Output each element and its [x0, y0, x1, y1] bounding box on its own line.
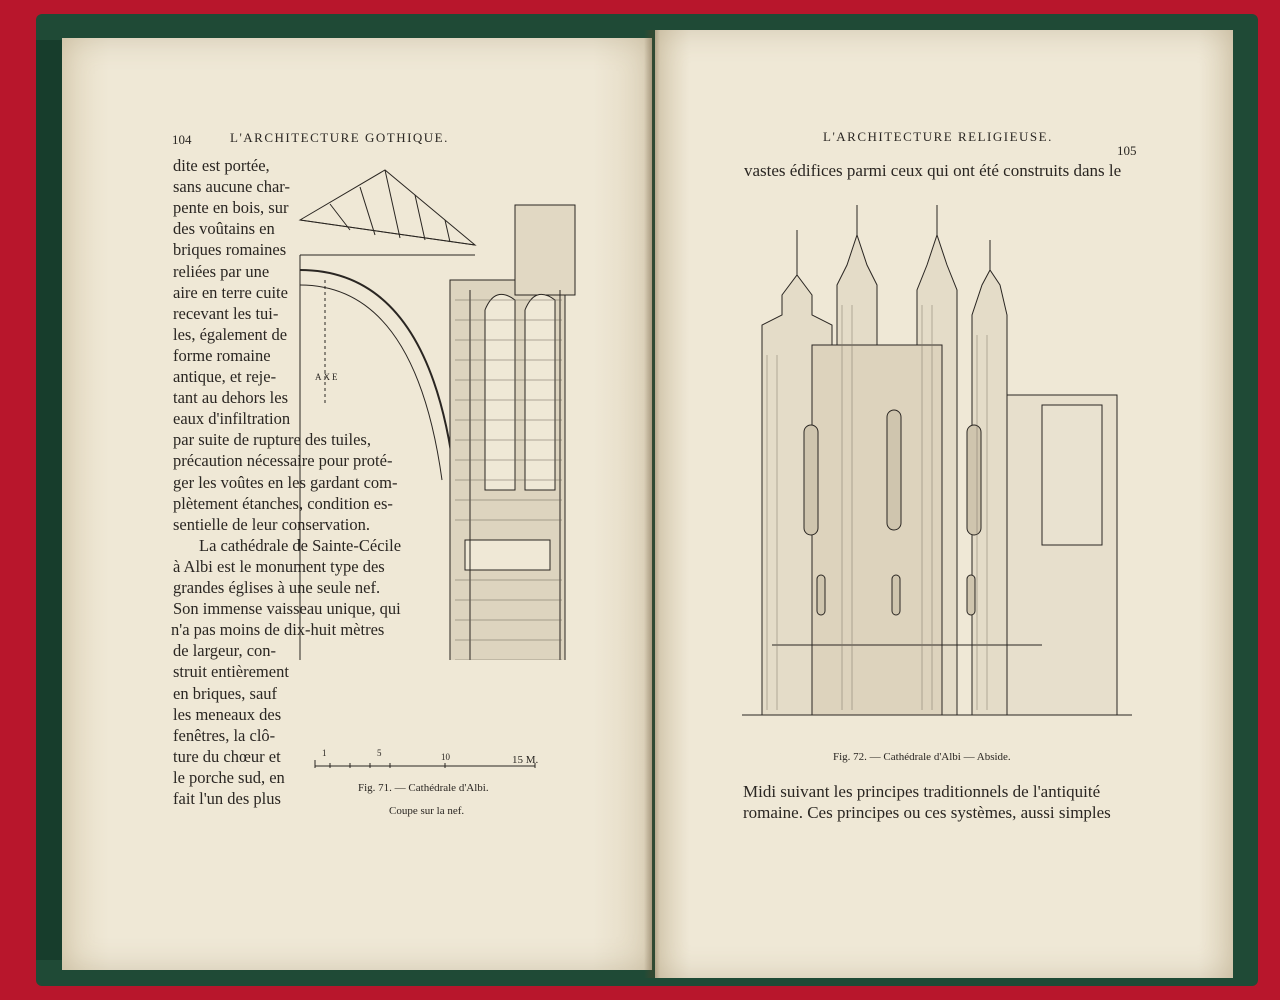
- left-text-line: pente en bois, sur: [173, 198, 289, 218]
- left-text-line: tant au dehors les: [173, 388, 289, 408]
- left-text-line: struit entièrement: [173, 662, 289, 682]
- scale-label-5: 5: [377, 748, 382, 758]
- right-page-number: 105: [1117, 143, 1137, 158]
- scale-label-15: 15 M.: [512, 754, 539, 766]
- left-page-number: 104: [172, 132, 192, 147]
- left-text-line: des voûtains en: [173, 219, 275, 239]
- left-text-line: à Albi est le monument type des: [173, 556, 385, 576]
- left-text-line: précaution nécessaire pour proté-: [173, 451, 393, 471]
- left-text-line: par suite de rupture des tuiles,: [173, 430, 371, 450]
- left-text-line: Son immense vaisseau unique, qui: [173, 599, 401, 619]
- right-running-head: L'ARCHITECTURE RELIGIEUSE.: [823, 129, 1053, 144]
- left-text-line: antique, et reje-: [173, 367, 277, 386]
- scale-label-10: 10: [441, 752, 450, 762]
- axis-label: AXE: [315, 372, 340, 382]
- left-text-line: n'a pas moins de dix-huit mètres: [171, 620, 385, 640]
- book-gutter: [644, 30, 660, 978]
- left-text-line: grandes églises à une seule nef.: [173, 578, 381, 597]
- figure-71-section-drawing: [290, 160, 590, 660]
- left-text-line: recevant les tui-: [173, 303, 279, 323]
- figure-71-caption: Fig. 71. — Cathédrale d'Albi.: [358, 782, 489, 794]
- left-text-line: sentielle de leur conservation.: [173, 514, 371, 534]
- left-text-line: forme romaine: [173, 345, 271, 365]
- left-text-line: aire en terre cuite: [173, 282, 288, 302]
- right-bottom-line-1: Midi suivant les principes traditionnels de l'antiquité: [743, 782, 1101, 801]
- left-text-line: le porche sud, en: [173, 767, 285, 787]
- left-text-line: les meneaux des: [173, 704, 282, 724]
- right-top-line: vastes édifices parmi ceux qui ont été construits dans le: [744, 161, 1122, 180]
- figure-71-subcaption: Coupe sur la nef.: [389, 805, 465, 817]
- left-running-head: L'ARCHITECTURE GOTHIQUE.: [230, 130, 449, 145]
- left-text-line: de largeur, con-: [173, 641, 277, 661]
- scale-label-1: 1: [322, 748, 327, 758]
- left-text-line: briques romaines: [173, 240, 287, 260]
- figure-72-caption: Fig. 72. — Cathédrale d'Albi — Abside.: [833, 751, 1011, 763]
- left-text-line: fenêtres, la clô-: [173, 725, 276, 745]
- left-text-line: eaux d'infiltration: [173, 409, 291, 429]
- left-text-line: dite est portée,: [173, 156, 270, 175]
- left-text-line: en briques, sauf: [173, 683, 278, 703]
- left-text-line: sans aucune char-: [173, 177, 290, 197]
- figure-72-cathedral-engraving: [742, 195, 1132, 735]
- right-bottom-line-2: romaine. Ces principes ou ces systèmes, aussi simples: [743, 803, 1111, 822]
- left-text-line: ture du chœur et: [173, 746, 281, 766]
- tower-top: [515, 205, 575, 295]
- left-text-line: reliées par une: [173, 261, 270, 281]
- left-text-line: fait l'un des plus: [173, 789, 281, 808]
- left-text-line: La cathédrale de Sainte-Cécile: [199, 535, 402, 555]
- left-text-line: ger les voûtes en les gardant com-: [173, 472, 398, 492]
- left-text-line: les, également de: [173, 324, 288, 344]
- left-text-line: plètement étanches, condition es-: [173, 493, 393, 513]
